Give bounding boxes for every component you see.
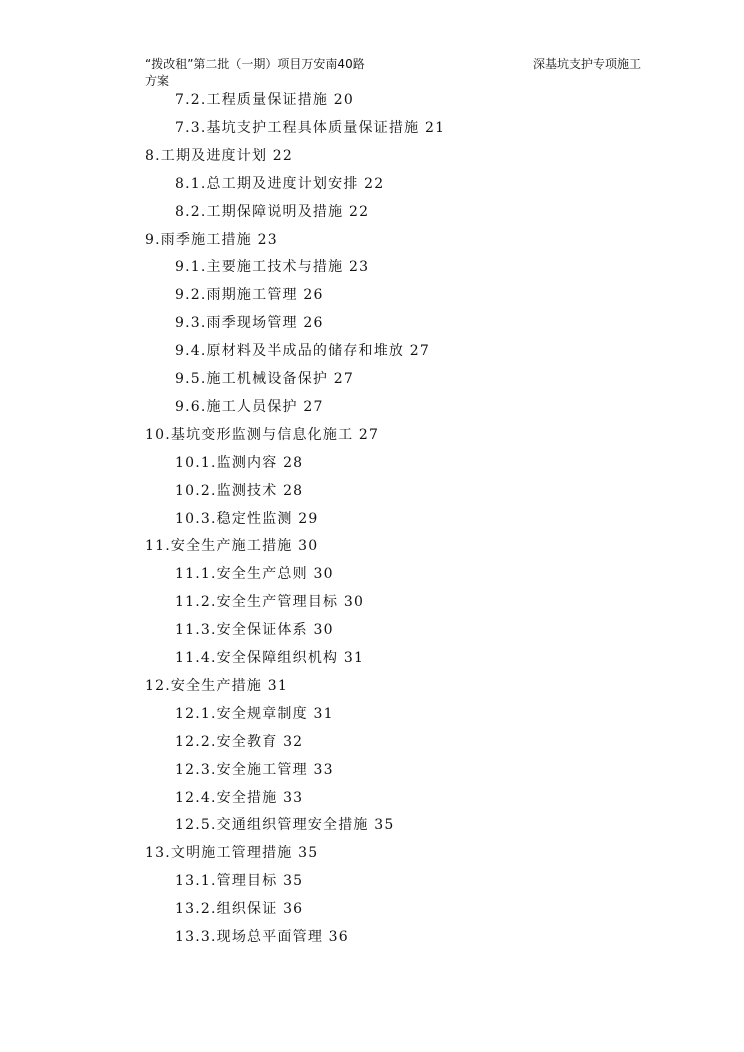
toc-entry[interactable]: 13.1.管理目标 35 <box>175 873 304 890</box>
toc-entry[interactable]: 12.2.安全教育 32 <box>175 733 304 750</box>
toc-entry[interactable]: 13.文明施工管理措施 35 <box>145 845 319 862</box>
toc-entry[interactable]: 10.2.监测技术 28 <box>175 482 304 499</box>
toc-entry[interactable]: 10.基坑变形监测与信息化施工 27 <box>145 426 380 443</box>
toc-entry[interactable]: 11.1.安全生产总则 30 <box>175 566 334 583</box>
toc-entry[interactable]: 8.工期及进度计划 22 <box>145 147 294 164</box>
toc-entry[interactable]: 10.3.稳定性监测 29 <box>175 510 319 527</box>
toc-entry[interactable]: 8.1.总工期及进度计划安排 22 <box>175 175 385 192</box>
toc-entry[interactable]: 9.雨季施工措施 23 <box>145 231 278 248</box>
toc-entry[interactable]: 12.5.交通组织管理安全措施 35 <box>175 817 395 834</box>
toc-entry[interactable]: 9.2.雨期施工管理 26 <box>175 287 324 304</box>
toc-entry[interactable]: 11.安全生产施工措施 30 <box>145 538 319 555</box>
toc-entry[interactable]: 11.4.安全保障组织机构 31 <box>175 650 365 666</box>
toc-entry[interactable]: 12.安全生产措施 31 <box>145 677 288 694</box>
toc-entry[interactable]: 11.3.安全保证体系 30 <box>175 622 334 639</box>
toc-entry[interactable]: 12.4.安全措施 33 <box>175 789 304 806</box>
toc-entry[interactable]: 12.1.安全规章制度 31 <box>175 705 334 722</box>
toc-entry[interactable]: 9.4.原材料及半成品的储存和堆放 27 <box>175 343 430 360</box>
toc-entry[interactable]: 9.3.雨季现场管理 26 <box>175 315 324 332</box>
toc-entry[interactable]: 8.2.工期保障说明及措施 22 <box>175 203 370 220</box>
toc-entry[interactable]: 12.3.安全施工管理 33 <box>175 761 334 778</box>
toc-entry[interactable]: 7.3.基坑支护工程具体质量保证措施 21 <box>175 119 446 136</box>
toc-entry[interactable]: 7.2.工程质量保证措施 20 <box>175 92 354 108</box>
toc-entry[interactable]: 10.1.监测内容 28 <box>175 454 304 471</box>
header-project-title: “拨改租”第二批（一期）项目万安南40路方案 <box>145 57 365 88</box>
toc-entry[interactable]: 9.5.施工机械设备保护 27 <box>175 371 354 387</box>
toc-entry[interactable]: 9.6.施工人员保护 27 <box>175 398 324 415</box>
toc-entry[interactable]: 13.3.现场总平面管理 36 <box>175 929 349 945</box>
header-document-title: 深基坑支护专项施工 <box>532 57 641 71</box>
toc-entry[interactable]: 9.1.主要施工技术与措施 23 <box>175 259 370 276</box>
toc-entry[interactable]: 11.2.安全生产管理目标 30 <box>175 594 365 611</box>
toc-entry[interactable]: 13.2.组织保证 36 <box>175 901 304 918</box>
